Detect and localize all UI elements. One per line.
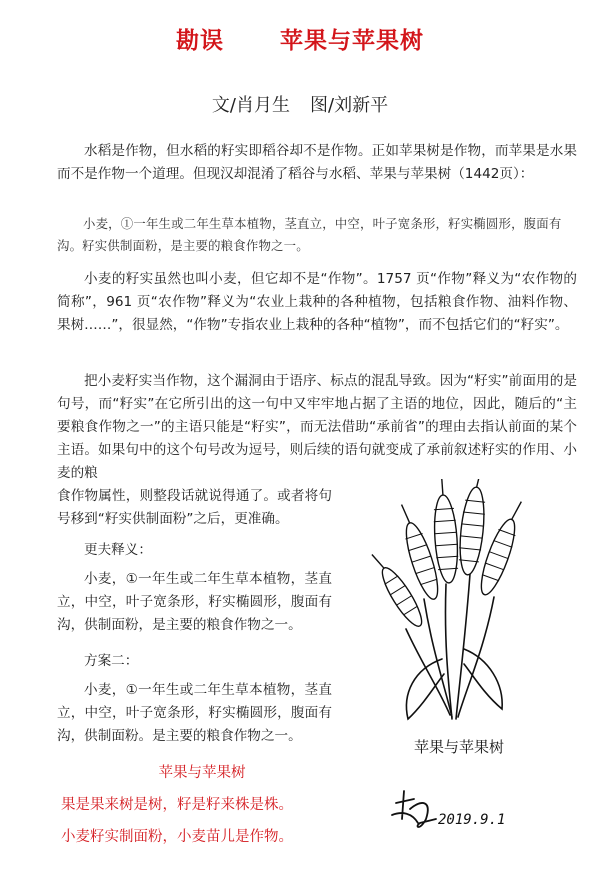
poem-title: 苹果与苹果树: [158, 765, 246, 781]
paragraph-3: 把小麦籽实当作物，这个漏洞由于语序、标点的混乱导致。因为“籽实”前面用的是句号，而“籽实”在它所引出的这一句中又牢牢地占据了主语的地位，因此，随后的“主要粮食作物之一”的主语只能是“籽实”，而无法借助“承前省”的理由去指认前面的某个主语。如果句中的这个句号改为逗号，则后续的语句就变成了承前叙述籽实的作用、小麦的粮: [57, 373, 577, 481]
wheat-illustration: [344, 479, 574, 867]
alternative-2-label: 方案二：: [84, 653, 139, 669]
poem-line-2: 小麦籽实制面粉，小麦苗儿是作物。: [61, 829, 293, 845]
artist-signature: [374, 779, 559, 849]
paragraph-1: 水稻是作物，但水稻的籽实即稻谷却不是作物。正如苹果树是作物，而苹果是水果而不是作物一个道理。但现汉却混淆了稻谷与水稻、苹果与苹果树（1442页）：: [57, 143, 577, 182]
article-title: [0, 22, 600, 55]
dictionary-quote: 小麦，①一年生或二年生草本植物，茎直立，中空，叶子宽条形，籽实椭圆形，腹面有沟。籽实供制面粉，是主要的粮食作物之一。: [57, 216, 562, 253]
alternative-1-text: 小麦，①一年生或二年生草本植物，茎直立，中空，叶子宽条形，籽实椭圆形，腹面有沟，供制面粉，是主要的粮食作物之一。: [57, 571, 332, 633]
signature-date: 2019.9.1: [438, 812, 506, 828]
figure-caption: 苹果与苹果树: [413, 738, 504, 756]
byline: [0, 91, 600, 117]
paragraph-2: 小麦的籽实虽然也叫小麦，但它却不是“作物”。1757 页“作物”释义为“农作物的简称”，961 页“农作物”释义为“农业上栽种的各种植物，包括粮食作物、油料作物、果树……”，很显然，“作物”专指农业上栽种的各种“植物”，而不包括它们的“籽实”。: [57, 271, 577, 333]
title-right: 苹果与苹果树: [280, 28, 424, 54]
alternative-2-text: 小麦，①一年生或二年生草本植物，茎直立，中空，叶子宽条形，籽实椭圆形，腹面有沟，供制面粉。是主要的粮食作物之一。: [57, 682, 332, 744]
poem-line-1: 果是果来树是树，籽是籽来株是株。: [61, 797, 293, 813]
byline-illustrator: 图/刘新平: [310, 95, 389, 116]
wheat-drawing: [344, 479, 574, 729]
title-left: 勘误: [176, 28, 224, 54]
alternative-1-label: 更夫释义：: [84, 542, 152, 558]
paragraph-3-continued: 食作物属性，则整段话就说得通了。或者将句号移到“籽实供制面粉”之后，更准确。: [57, 488, 332, 527]
byline-author: 文/肖月生: [211, 95, 290, 116]
